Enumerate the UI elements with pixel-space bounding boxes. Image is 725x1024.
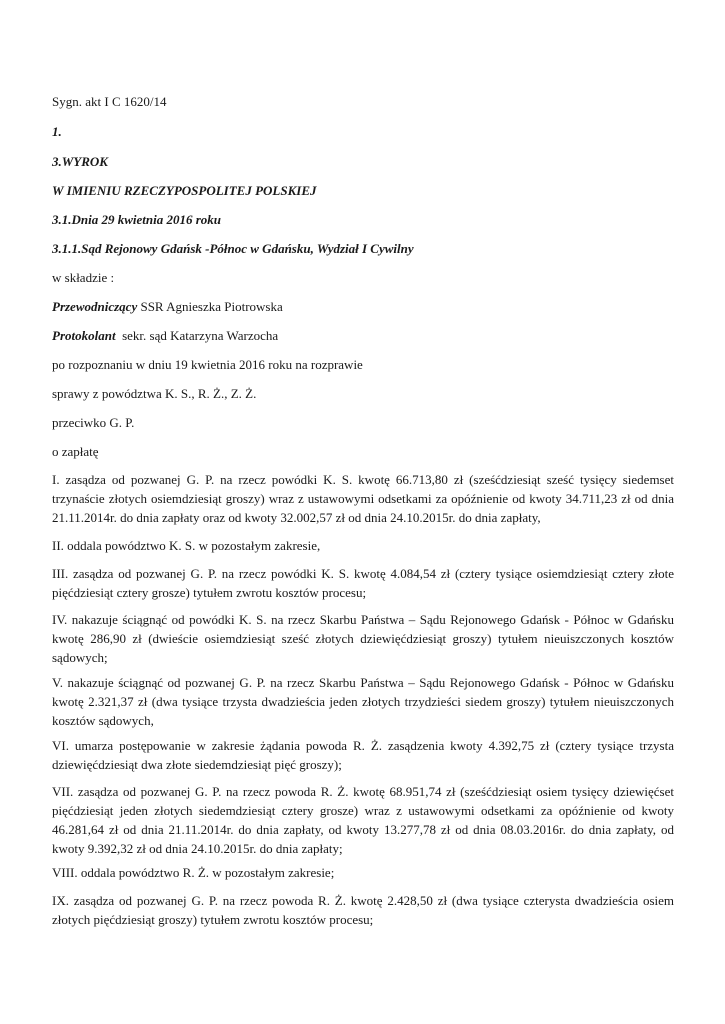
ruling-7: VII. zasądza od pozwanej G. P. na rzecz powoda R. Ż. kwotę 68.951,74 zł (sześćdziesiąt osiem tysięcy dziewięćset pięćdziesiąt jeden złotych siedemdziesiąt cztery grosze) wraz z ustawowymi odsetkami za opóźnienie od kwoty 46.281,64 zł od dnia 21.11.2014r. do dnia zapłaty, od kwoty 13.277,78 zł od dnia 08.03.2016r. do dnia zapłaty, od kwoty 9.392,32 zł od dnia 24.10.2015r. do dnia zapłaty; <box>52 784 674 856</box>
ruling-4: IV. nakazuje ściągnąć od powódki K. S. na rzecz Skarbu Państwa – Sądu Rejonowego Gdańsk - Północ w Gdańsku kwotę 286,90 zł (dwieście osiemdziesiąt sześć złotych dziewięćdziesiąt groszy) tytułem nieuiszczonych kosztów sądowych; <box>52 612 674 665</box>
case-subject: o zapłatę <box>52 444 99 459</box>
ruling-5: V. nakazuje ściągnąć od pozwanej G. P. na rzecz Skarbu Państwa – Sądu Rejonowego Gdańsk - Północ w Gdańsku kwotę 2.321,37 zł (dwa tysiące trzysta dwadzieścia jeden złotych trzydzieści siedem groszy) tytułem nieuiszczonych kosztów sądowych, <box>52 675 674 728</box>
ruling-2: II. oddala powództwo K. S. w pozostałym zakresie, <box>52 538 321 553</box>
ruling-9: IX. zasądza od pozwanej G. P. na rzecz powoda R. Ż. kwotę 2.428,50 zł (dwa tysiące czterysta dwadzieścia osiem złotych pięćdziesiąt groszy) tytułem zwrotu kosztów procesu; <box>52 893 674 927</box>
judgment-title: 3.WYROK <box>52 154 108 169</box>
section-number-1: 1. <box>52 124 62 139</box>
judgment-document <box>52 0 674 1024</box>
judgment-date: 3.1.Dnia 29 kwietnia 2016 roku <box>52 212 222 227</box>
in-the-name-heading: W IMIENIU RZECZYPOSPOLITEJ POLSKIEJ <box>52 183 317 198</box>
hearing-info: po rozpoznaniu w dniu 19 kwietnia 2016 roku na rozprawie <box>52 357 363 372</box>
ruling-1: I. zasądza od pozwanej G. P. na rzecz powódki K. S. kwotę 66.713,80 zł (sześćdziesiąt sześć tysięcy siedemset trzynaście złotych osiemdziesiąt groszy) wraz z ustawowymi odsetkami za opóźnienie od kwoty 34.711,23 zł od dnia 21.11.2014r. do dnia zapłaty oraz od kwoty 32.002,57 zł od dnia 24.10.2015r. do dnia zapłaty, <box>52 472 674 525</box>
court-clerk <box>52 326 278 345</box>
court-clerk-name: sekr. sąd Katarzyna Warzocha <box>122 328 279 343</box>
presiding-judge-name: SSR Agnieszka Piotrowska <box>140 299 283 314</box>
defendant: przeciwko G. P. <box>52 415 135 430</box>
court-clerk-label: Protokolant <box>52 328 116 343</box>
ruling-6: VI. umarza postępowanie w zakresie żądania powoda R. Ż. zasądzenia kwoty 4.392,75 zł (cztery tysiące trzysta dziewięćdziesiąt dwa złote siedemdziesiąt pięć groszy); <box>52 738 674 772</box>
court-name: 3.1.1.Sąd Rejonowy Gdańsk -Północ w Gdańsku, Wydział I Cywilny <box>52 241 414 256</box>
plaintiffs: sprawy z powództwa K. S., R. Ż., Z. Ż. <box>52 386 257 401</box>
composition-intro: w składzie : <box>52 270 115 285</box>
case-number: Sygn. akt I C 1620/14 <box>52 94 167 109</box>
ruling-8: VIII. oddala powództwo R. Ż. w pozostałym zakresie; <box>52 865 335 880</box>
presiding-judge-label: Przewodniczący <box>52 299 138 314</box>
presiding-judge <box>52 297 283 316</box>
ruling-3: III. zasądza od pozwanej G. P. na rzecz powódki K. S. kwotę 4.084,54 zł (cztery tysiące osiemdziesiąt cztery złote pięćdziesiąt cztery grosze) tytułem zwrotu kosztów procesu; <box>52 566 674 600</box>
